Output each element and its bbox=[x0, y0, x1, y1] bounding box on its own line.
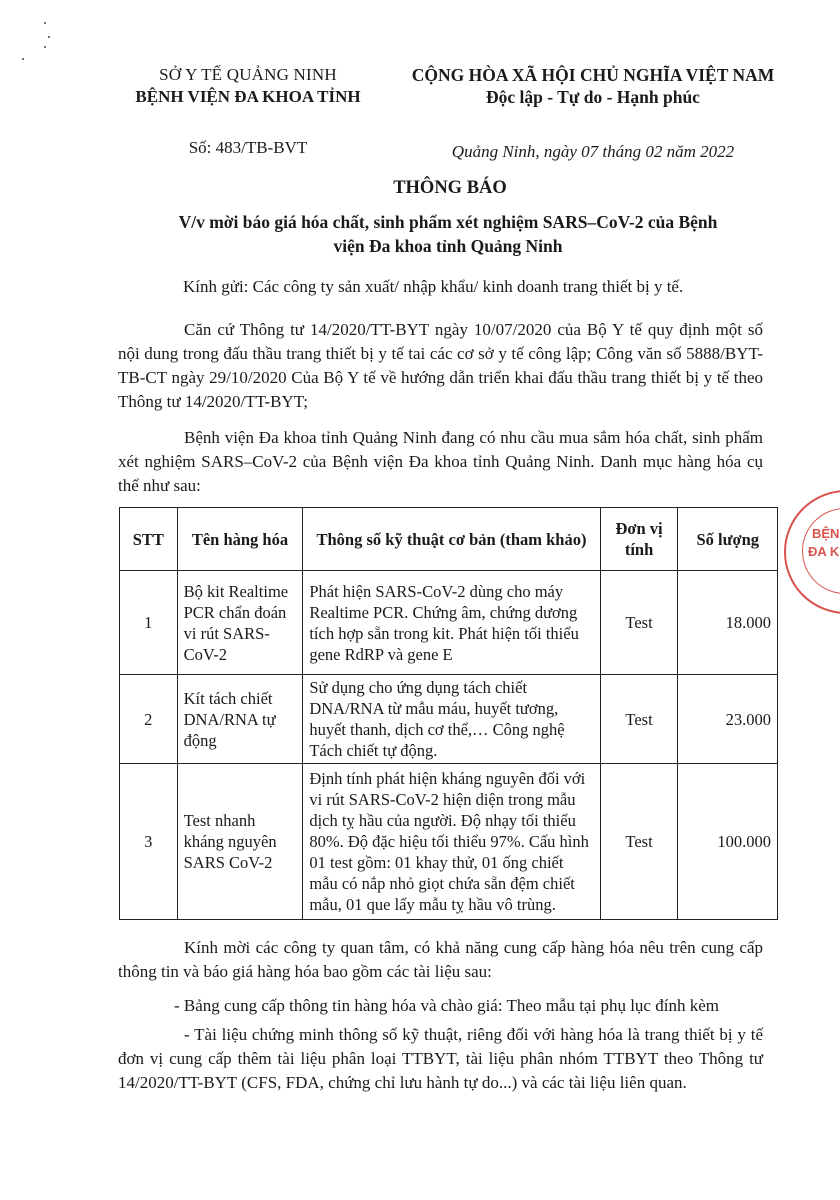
cell-quantity: 18.000 bbox=[678, 571, 778, 675]
table-row bbox=[120, 764, 778, 920]
national-motto: Độc lập - Tự do - Hạnh phúc bbox=[486, 87, 700, 107]
cell-item-name: Test nhanh kháng nguyên SARS CoV-2 bbox=[177, 764, 303, 920]
hospital-name: BỆNH VIỆN ĐA KHOA TỈNH bbox=[135, 87, 361, 106]
department-name: SỞ Y TẾ QUẢNG NINH bbox=[159, 65, 337, 84]
header-item-name: Tên hàng hóa bbox=[177, 508, 303, 571]
cell-specs: Định tính phát hiện kháng nguyên đối với vi rút SARS-CoV-2 hiện diện trong mẫu dịch tỵ hầu của người. Độ nhạy tối thiểu 80%. Độ đặc hiệu tối thiểu 97%. Cấu hình 01 test gồm: 01 khay thử, 01 ống chiết mẫu có nắp nhỏ giọt chứa sẵn đệm chiết mẫu, 01 que lấy mẫu tỵ hầu vô trùng. bbox=[303, 764, 600, 920]
legal-basis-paragraph: Căn cứ Thông tư 14/2020/TT-BYT ngày 10/07/2020 của Bộ Y tế quy định một số nội dung trong đấu thầu trang thiết bị y tế tai các cơ sở y tế công lập; Công văn số 5888/BYT-TB-CT ngày 29/10/2020 Của Bộ Y tế về hướng dẫn triển khai đấu thầu trang thiết bị y tế theo Thông tư 14/2020/TT-BYT; bbox=[118, 320, 763, 411]
needs-paragraph: Bệnh viện Đa khoa tỉnh Quảng Ninh đang có nhu cầu mua sắm hóa chất, sinh phẩm xét nghiệm SARS–CoV-2 của Bệnh viện Đa khoa tỉnh Quảng Ninh. Danh mục hàng hóa cụ thể như sau: bbox=[118, 428, 763, 495]
document-number: Số: 483/TB-BVT bbox=[188, 138, 308, 157]
seal-text: BỆN bbox=[812, 526, 840, 541]
document-subject bbox=[118, 210, 778, 258]
subject-line: V/v mời báo giá hóa chất, sinh phẩm xét nghiệm SARS–CoV-2 của Bệnh bbox=[178, 212, 718, 232]
cell-quantity: 100.000 bbox=[678, 764, 778, 920]
document-date: Quảng Ninh, ngày 07 tháng 02 năm 2022 bbox=[451, 142, 735, 161]
scan-speck bbox=[22, 58, 24, 60]
cell-stt: 3 bbox=[120, 764, 178, 920]
header-specs: Thông số kỹ thuật cơ bản (tham khảo) bbox=[303, 508, 600, 571]
table-row bbox=[120, 571, 778, 675]
scan-speck bbox=[44, 46, 46, 48]
official-seal bbox=[784, 490, 840, 614]
cell-specs: Sử dụng cho ứng dụng tách chiết DNA/RNA từ mẫu máu, huyết tương, huyết thanh, dịch cơ thể,… Công nghệ Tách chiết tự động. bbox=[303, 675, 600, 764]
header-unit: Đơn vị tính bbox=[600, 508, 678, 571]
scan-speck bbox=[48, 36, 50, 38]
header-stt: STT bbox=[120, 508, 178, 571]
national-header bbox=[398, 64, 788, 108]
table-header-row bbox=[120, 508, 778, 571]
cell-unit: Test bbox=[600, 675, 678, 764]
cell-unit: Test bbox=[600, 764, 678, 920]
requirement-item: - Tài liệu chứng minh thông số kỹ thuật, riêng đối với hàng hóa là trang thiết bị y tế đơn vị cung cấp thêm tài liệu phân loại TTBYT, tài liệu phân nhóm TTBYT theo Thông tư 14/2020/TT-BYT (CFS, FDA, chứng chỉ lưu hành tự do...) và các tài liệu liên quan. bbox=[118, 1025, 763, 1092]
cell-stt: 2 bbox=[120, 675, 178, 764]
cell-item-name: Bộ kit Realtime PCR chẩn đoán vi rút SARS-CoV-2 bbox=[177, 571, 303, 675]
cell-unit: Test bbox=[600, 571, 678, 675]
table-row bbox=[120, 675, 778, 764]
subject-line: viện Đa khoa tỉnh Quảng Ninh bbox=[333, 236, 563, 256]
cell-stt: 1 bbox=[120, 571, 178, 675]
greeting: Kính gửi: Các công ty sản xuất/ nhập khẩu/ kinh doanh trang thiết bị y tế. bbox=[183, 277, 684, 296]
cell-quantity: 23.000 bbox=[678, 675, 778, 764]
goods-table bbox=[119, 507, 778, 920]
invitation-paragraph: Kính mời các công ty quan tâm, có khả năng cung cấp hàng hóa nêu trên cung cấp thông tin và báo giá hàng hóa bao gồm các tài liệu sau: bbox=[118, 938, 763, 981]
nation-name: CỘNG HÒA XÃ HỘI CHỦ NGHĨA VIỆT NAM bbox=[411, 65, 775, 85]
issuing-organization bbox=[98, 64, 398, 108]
cell-item-name: Kít tách chiết DNA/RNA tự động bbox=[177, 675, 303, 764]
seal-text: ĐA K bbox=[808, 544, 840, 559]
cell-specs: Phát hiện SARS-CoV-2 dùng cho máy Realtime PCR. Chứng âm, chứng dương tích hợp sẵn trong kit. Phát hiện tối thiểu gene RdRP và gene E bbox=[303, 571, 600, 675]
scan-speck bbox=[44, 22, 46, 24]
requirement-item: - Bảng cung cấp thông tin hàng hóa và chào giá: Theo mẫu tại phụ lục đính kèm bbox=[174, 996, 719, 1015]
header-quantity: Số lượng bbox=[678, 508, 778, 571]
document-title: THÔNG BÁO bbox=[393, 178, 507, 198]
